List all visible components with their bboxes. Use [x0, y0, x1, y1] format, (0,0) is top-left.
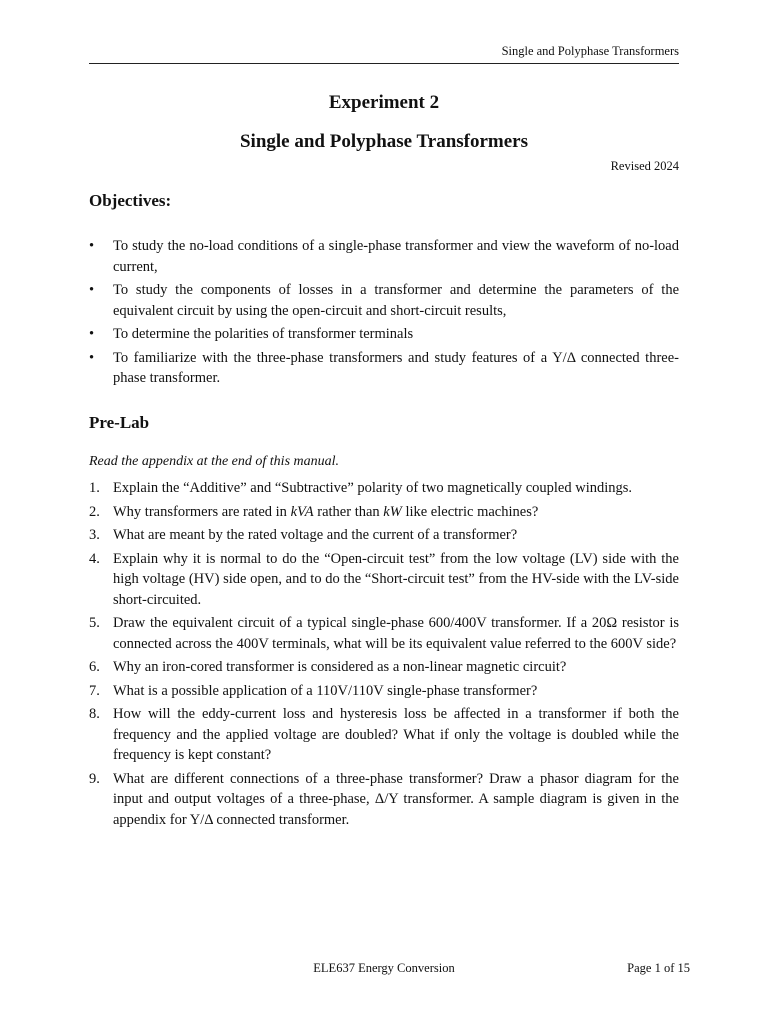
question-text: What is a possible application of a 110V/110V single-phase transformer? [113, 682, 538, 699]
question-text-part: Why transformers are rated in [113, 503, 291, 520]
bullet-icon: • [89, 282, 95, 298]
document-title: Single and Polyphase Transformers [239, 131, 528, 152]
question-number: 6. [89, 659, 100, 675]
objective-text: To determine the polarities of transformer terminals [113, 326, 414, 342]
question-number: 2. [89, 503, 100, 520]
unit-kw: kW [383, 503, 402, 520]
question-number: 7. [89, 682, 100, 699]
question-item [89, 657, 679, 678]
question-text: Explain why it is normal to do the “Open-circuit test” from the low voltage (LV) side with the high voltage (HV) side open, and to do the “Short-circuit test” from the HV-side with the LV-side short-circuited. [113, 550, 679, 608]
question-item [89, 502, 679, 523]
bullet-icon: • [89, 349, 95, 366]
question-item [89, 613, 679, 654]
running-header: Single and Polyphase Transformers [89, 44, 679, 64]
question-item [89, 769, 679, 831]
objectives-heading: Objectives: [89, 191, 172, 210]
question-text: How will the eddy-current loss and hysteresis loss be affected in a transformer if both the frequency and the applied voltage are doubled? What if only the voltage is doubled while the frequency is kept constant? [113, 706, 679, 763]
question-number: 9. [89, 770, 100, 787]
objective-item [89, 236, 679, 277]
footer-course: ELE637 Energy Conversion [313, 961, 455, 975]
bullet-icon: • [89, 326, 95, 342]
question-item [89, 681, 679, 702]
objective-text: To study the no-load conditions of a single-phase transformer and view the waveform of no-load current, [113, 238, 679, 275]
experiment-title: Experiment 2 [328, 92, 440, 113]
objective-text: To familiarize with the three-phase transformers and study features of a Y/Δ connected three-phase transformer. [113, 349, 679, 386]
objective-text: To study the components of losses in a transformer and determine the parameters of the equivalent circuit by using the open-circuit and short-circuit results, [113, 282, 679, 319]
question-text: Draw the equivalent circuit of a typical single-phase 600/400V transformer. If a 20Ω resistor is connected across the 400V terminals, what will be its equivalent value referred to the 600V side? [113, 615, 679, 652]
footer-page-number: Page 1 of 15 [627, 961, 690, 975]
question-text: What are meant by the rated voltage and the current of a transformer? [113, 527, 518, 543]
question-number: 1. [89, 480, 100, 496]
question-number: 5. [89, 615, 100, 631]
objective-item [89, 324, 679, 345]
question-text: Explain the “Additive” and “Subtractive” polarity of two magnetically coupled windings. [113, 480, 633, 496]
question-text: Why an iron-cored transformer is considered as a non-linear magnetic circuit? [113, 659, 567, 675]
prelab-instruction: Read the appendix at the end of this manual. [89, 454, 340, 469]
question-text [113, 504, 538, 520]
question-item [89, 525, 679, 546]
question-text-part: rather than [313, 503, 384, 520]
unit-kva: kVA [290, 503, 314, 520]
question-item [89, 704, 679, 766]
bullet-icon: • [89, 238, 95, 254]
objective-item [89, 280, 679, 321]
objectives-list [89, 236, 679, 392]
prelab-heading: Pre-Lab [89, 413, 150, 432]
prelab-questions [89, 478, 679, 833]
revision-note: Revised 2024 [610, 159, 679, 173]
title-block [89, 92, 679, 153]
question-item [89, 478, 679, 499]
question-text: What are different connections of a three-phase transformer? Draw a phasor diagram for the input and output voltages of a three-phase, Δ/Y transformer. A sample diagram is given in the appendix for Y/Δ connected transformer. [113, 770, 679, 828]
question-item [89, 549, 679, 611]
question-number: 8. [89, 706, 100, 722]
question-number: 3. [89, 527, 100, 543]
question-text-part: like electric machines? [401, 503, 539, 520]
objective-item [89, 348, 679, 389]
question-number: 4. [89, 550, 100, 567]
